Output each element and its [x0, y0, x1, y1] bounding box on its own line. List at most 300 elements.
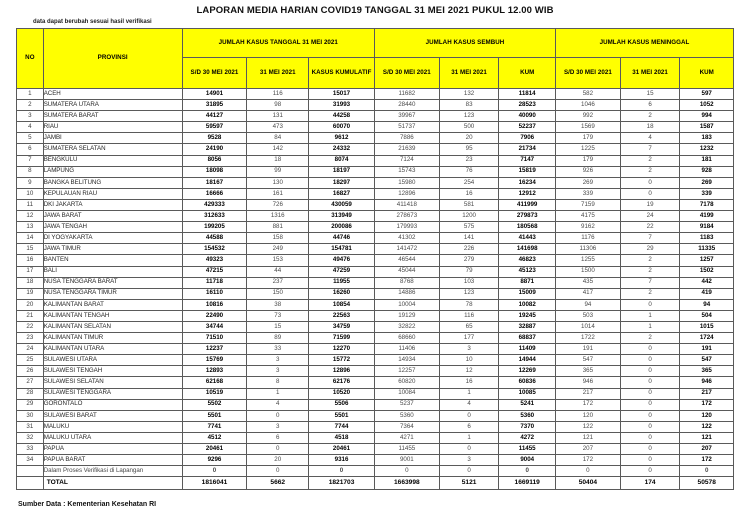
cell-kasus-sd: 9528 [182, 133, 247, 144]
row-province: DKI JAKARTA [43, 199, 182, 210]
cell-meninggal-sd: 946 [555, 377, 620, 388]
cell-meninggal-day: 15 [620, 89, 680, 100]
header-no: NO [17, 29, 44, 89]
cell-meninggal-day: 0 [620, 399, 680, 410]
cell-kasus-day: 1 [247, 388, 309, 399]
cell-sembuh-day: 581 [439, 199, 499, 210]
cell-meninggal-sd: 179 [555, 155, 620, 166]
table-row [17, 399, 734, 410]
cell-meninggal-sd: 9162 [555, 222, 620, 233]
row-province: SULAWESI TENGGARA [43, 388, 182, 399]
row-province: ACEH [43, 89, 182, 100]
cell-kasus-kumulatif: 5506 [309, 399, 375, 410]
table-row [17, 133, 734, 144]
cell-meninggal-day: 0 [620, 177, 680, 188]
cell-kasus-day: 18 [247, 155, 309, 166]
cell-meninggal-day: 0 [620, 355, 680, 366]
cell-meninggal-kum: 1015 [680, 321, 734, 332]
cell-meninggal-day: 0 [620, 344, 680, 355]
cell-kasus-sd: 24190 [182, 144, 247, 155]
cell-sembuh-sd: 1663998 [374, 477, 439, 490]
covid-data-table [16, 28, 734, 490]
cell-kasus-kumulatif: 22563 [309, 310, 375, 321]
cell-meninggal-kum: 11335 [680, 244, 734, 255]
row-number: 7 [17, 155, 44, 166]
cell-sembuh-kum: 28523 [499, 100, 556, 111]
table-row [17, 100, 734, 111]
table-row [17, 377, 734, 388]
cell-sembuh-sd: 68660 [374, 333, 439, 344]
cell-meninggal-kum: 94 [680, 299, 734, 310]
cell-meninggal-sd: 582 [555, 89, 620, 100]
cell-sembuh-kum: 10085 [499, 388, 556, 399]
cell-sembuh-kum: 7906 [499, 133, 556, 144]
table-row [17, 177, 734, 188]
cell-sembuh-day: 83 [439, 100, 499, 111]
cell-kasus-day: 3 [247, 421, 309, 432]
header-group-kasus: JUMLAH KASUS TANGGAL 31 MEI 2021 [182, 29, 374, 58]
cell-meninggal-kum: 597 [680, 89, 734, 100]
row-province: LAMPUNG [43, 166, 182, 177]
row-number: 26 [17, 366, 44, 377]
cell-sembuh-sd: 7364 [374, 421, 439, 432]
cell-sembuh-kum: 15009 [499, 288, 556, 299]
cell-meninggal-kum: 217 [680, 388, 734, 399]
cell-meninggal-kum: 547 [680, 355, 734, 366]
cell-meninggal-kum: 419 [680, 288, 734, 299]
cell-meninggal-sd: 417 [555, 288, 620, 299]
cell-sembuh-sd: 4271 [374, 432, 439, 443]
cell-kasus-sd: 16666 [182, 188, 247, 199]
cell-meninggal-sd: 547 [555, 355, 620, 366]
row-province: SULAWESI SELATAN [43, 377, 182, 388]
cell-meninggal-sd: 269 [555, 177, 620, 188]
table-row [17, 444, 734, 455]
cell-sembuh-kum: 5360 [499, 410, 556, 421]
cell-kasus-sd: 44588 [182, 233, 247, 244]
cell-meninggal-kum: 191 [680, 344, 734, 355]
header-meninggal-day: 31 MEI 2021 [620, 58, 680, 89]
table-row [17, 421, 734, 432]
cell-sembuh-day: 0 [439, 444, 499, 455]
cell-kasus-kumulatif: 44746 [309, 233, 375, 244]
cell-meninggal-sd: 1722 [555, 333, 620, 344]
row-number: 10 [17, 188, 44, 199]
cell-meninggal-kum: 4199 [680, 211, 734, 222]
cell-meninggal-day: 2 [620, 166, 680, 177]
cell-sembuh-kum: 68837 [499, 333, 556, 344]
cell-sembuh-kum: 411999 [499, 199, 556, 210]
cell-kasus-day: 20 [247, 455, 309, 466]
cell-kasus-day: 1316 [247, 211, 309, 222]
cell-kasus-kumulatif: 11955 [309, 277, 375, 288]
cell-meninggal-sd: 1176 [555, 233, 620, 244]
cell-sembuh-sd: 8768 [374, 277, 439, 288]
cell-sembuh-day: 254 [439, 177, 499, 188]
cell-meninggal-day: 1 [620, 321, 680, 332]
row-number: 2 [17, 100, 44, 111]
row-province: MALUKU [43, 421, 182, 432]
row-number: 30 [17, 410, 44, 421]
cell-kasus-sd: 71510 [182, 333, 247, 344]
cell-kasus-kumulatif: 9316 [309, 455, 375, 466]
cell-kasus-sd: 10816 [182, 299, 247, 310]
header-meninggal-sd: S/D 30 MEI 2021 [555, 58, 620, 89]
cell-meninggal-sd: 926 [555, 166, 620, 177]
cell-meninggal-day: 0 [620, 432, 680, 443]
row-number: 8 [17, 166, 44, 177]
cell-kasus-kumulatif: 154781 [309, 244, 375, 255]
cell-sembuh-kum: 21734 [499, 144, 556, 155]
cell-sembuh-kum: 60836 [499, 377, 556, 388]
cell-meninggal-kum: 994 [680, 111, 734, 122]
cell-kasus-sd: 22490 [182, 310, 247, 321]
cell-kasus-sd: 10519 [182, 388, 247, 399]
header-sembuh-sd: S/D 30 MEI 2021 [374, 58, 439, 89]
row-province: RIAU [43, 122, 182, 133]
cell-sembuh-kum: 9004 [499, 455, 556, 466]
cell-sembuh-sd: 14886 [374, 288, 439, 299]
cell-sembuh-sd: 11455 [374, 444, 439, 455]
cell-meninggal-kum: 1232 [680, 144, 734, 155]
cell-sembuh-sd: 21639 [374, 144, 439, 155]
cell-sembuh-day: 3 [439, 455, 499, 466]
table-row [17, 111, 734, 122]
table-header [17, 29, 734, 89]
cell-meninggal-sd: 1500 [555, 266, 620, 277]
cell-sembuh-sd: 15743 [374, 166, 439, 177]
cell-sembuh-sd: 7124 [374, 155, 439, 166]
cell-sembuh-kum: 8871 [499, 277, 556, 288]
cell-meninggal-sd: 1255 [555, 255, 620, 266]
row-number: 1 [17, 89, 44, 100]
cell-meninggal-sd: 172 [555, 455, 620, 466]
cell-meninggal-kum: 50578 [680, 477, 734, 490]
row-province: TOTAL [43, 477, 182, 490]
table-row [17, 355, 734, 366]
cell-meninggal-sd: 94 [555, 299, 620, 310]
row-province: SUMATERA SELATAN [43, 144, 182, 155]
cell-meninggal-day: 18 [620, 122, 680, 133]
cell-sembuh-day: 123 [439, 111, 499, 122]
header-group-meninggal: JUMLAH KASUS MENINGGAL [555, 29, 733, 58]
row-number: 27 [17, 377, 44, 388]
cell-sembuh-day: 65 [439, 321, 499, 332]
cell-kasus-kumulatif: 47259 [309, 266, 375, 277]
cell-sembuh-kum: 32887 [499, 321, 556, 332]
cell-sembuh-sd: 51737 [374, 122, 439, 133]
cell-kasus-day: 4 [247, 399, 309, 410]
row-province: BANTEN [43, 255, 182, 266]
row-province: KALIMANTAN SELATAN [43, 321, 182, 332]
cell-sembuh-kum: 0 [499, 466, 556, 477]
cell-kasus-day: 726 [247, 199, 309, 210]
cell-sembuh-kum: 12912 [499, 188, 556, 199]
cell-kasus-kumulatif: 9612 [309, 133, 375, 144]
header-kasus-day: 31 MEI 2021 [247, 58, 309, 89]
row-province: NUSA TENGGARA BARAT [43, 277, 182, 288]
table-row [17, 432, 734, 443]
header-group-sembuh: JUMLAH KASUS SEMBUH [374, 29, 555, 58]
cell-sembuh-sd: 12257 [374, 366, 439, 377]
cell-sembuh-kum: 41443 [499, 233, 556, 244]
cell-sembuh-kum: 7370 [499, 421, 556, 432]
row-province: JAWA TENGAH [43, 222, 182, 233]
cell-kasus-kumulatif: 20461 [309, 444, 375, 455]
cell-meninggal-kum: 339 [680, 188, 734, 199]
cell-sembuh-kum: 11455 [499, 444, 556, 455]
cell-kasus-kumulatif: 18297 [309, 177, 375, 188]
cell-kasus-day: 249 [247, 244, 309, 255]
cell-kasus-sd: 312633 [182, 211, 247, 222]
cell-meninggal-day: 0 [620, 421, 680, 432]
cell-kasus-kumulatif: 15017 [309, 89, 375, 100]
cell-sembuh-kum: 40090 [499, 111, 556, 122]
row-number: 33 [17, 444, 44, 455]
cell-sembuh-day: 132 [439, 89, 499, 100]
table-row [17, 410, 734, 421]
cell-sembuh-sd: 5237 [374, 399, 439, 410]
cell-meninggal-kum: 207 [680, 444, 734, 455]
cell-kasus-kumulatif: 10854 [309, 299, 375, 310]
cell-meninggal-sd: 365 [555, 366, 620, 377]
table-row [17, 122, 734, 133]
cell-meninggal-day: 0 [620, 455, 680, 466]
table-row [17, 455, 734, 466]
cell-meninggal-sd: 191 [555, 344, 620, 355]
row-number: 23 [17, 333, 44, 344]
row-number [17, 466, 44, 477]
row-number [17, 477, 44, 490]
cell-sembuh-day: 575 [439, 222, 499, 233]
row-number: 25 [17, 355, 44, 366]
table-row [17, 144, 734, 155]
cell-kasus-kumulatif: 430059 [309, 199, 375, 210]
header-meninggal-kum: KUM [680, 58, 734, 89]
cell-kasus-day: 161 [247, 188, 309, 199]
header-kasus-sd: S/D 30 MEI 2021 [182, 58, 247, 89]
cell-kasus-day: 6 [247, 432, 309, 443]
cell-sembuh-kum: 14944 [499, 355, 556, 366]
cell-sembuh-sd: 28440 [374, 100, 439, 111]
cell-kasus-sd: 7741 [182, 421, 247, 432]
cell-kasus-kumulatif: 18197 [309, 166, 375, 177]
cell-kasus-sd: 34744 [182, 321, 247, 332]
cell-sembuh-kum: 1669119 [499, 477, 556, 490]
cell-meninggal-kum: 172 [680, 399, 734, 410]
cell-kasus-sd: 4512 [182, 432, 247, 443]
row-number: 21 [17, 310, 44, 321]
cell-meninggal-day: 0 [620, 466, 680, 477]
row-number: 4 [17, 122, 44, 133]
table-row [17, 211, 734, 222]
cell-meninggal-sd: 120 [555, 410, 620, 421]
cell-meninggal-day: 2 [620, 333, 680, 344]
cell-meninggal-sd: 121 [555, 432, 620, 443]
row-number: 28 [17, 388, 44, 399]
table-row-verification [17, 466, 734, 477]
cell-meninggal-sd: 11306 [555, 244, 620, 255]
cell-sembuh-sd: 411418 [374, 199, 439, 210]
cell-meninggal-kum: 1052 [680, 100, 734, 111]
cell-meninggal-sd: 0 [555, 466, 620, 477]
page-title: LAPORAN MEDIA HARIAN COVID19 TANGGAL 31 MEI 2021 PUKUL 12.00 WIB [196, 5, 554, 16]
cell-kasus-day: 98 [247, 100, 309, 111]
cell-meninggal-day: 2 [620, 111, 680, 122]
cell-sembuh-day: 20 [439, 133, 499, 144]
table-row [17, 288, 734, 299]
cell-meninggal-day: 174 [620, 477, 680, 490]
cell-sembuh-day: 79 [439, 266, 499, 277]
cell-sembuh-day: 3 [439, 344, 499, 355]
cell-meninggal-day: 0 [620, 388, 680, 399]
cell-sembuh-kum: 12269 [499, 366, 556, 377]
cell-sembuh-day: 23 [439, 155, 499, 166]
cell-sembuh-kum: 5241 [499, 399, 556, 410]
cell-sembuh-kum: 11814 [499, 89, 556, 100]
cell-kasus-sd: 49323 [182, 255, 247, 266]
cell-meninggal-day: 0 [620, 366, 680, 377]
cell-sembuh-day: 1 [439, 432, 499, 443]
row-province: BALI [43, 266, 182, 277]
cell-kasus-kumulatif: 71599 [309, 333, 375, 344]
cell-sembuh-sd: 32822 [374, 321, 439, 332]
row-number: 15 [17, 244, 44, 255]
cell-kasus-sd: 199205 [182, 222, 247, 233]
cell-sembuh-sd: 39967 [374, 111, 439, 122]
table-row [17, 266, 734, 277]
cell-meninggal-sd: 1046 [555, 100, 620, 111]
cell-sembuh-kum: 11409 [499, 344, 556, 355]
cell-meninggal-day: 0 [620, 299, 680, 310]
row-province: PAPUA [43, 444, 182, 455]
header-kasus-kumulatif: KASUS KUMULATIF [309, 58, 375, 89]
cell-meninggal-sd: 1014 [555, 321, 620, 332]
cell-kasus-sd: 429333 [182, 199, 247, 210]
verification-note: data dapat berubah sesuai hasil verifikasi [33, 19, 152, 25]
cell-meninggal-kum: 946 [680, 377, 734, 388]
cell-kasus-kumulatif: 16827 [309, 188, 375, 199]
cell-kasus-sd: 62168 [182, 377, 247, 388]
cell-sembuh-day: 123 [439, 288, 499, 299]
cell-meninggal-kum: 269 [680, 177, 734, 188]
row-province: Dalam Proses Verifikasi di Lapangan [43, 466, 182, 477]
table-row [17, 155, 734, 166]
cell-kasus-sd: 18098 [182, 166, 247, 177]
cell-meninggal-day: 2 [620, 255, 680, 266]
cell-kasus-sd: 44127 [182, 111, 247, 122]
cell-meninggal-sd: 172 [555, 399, 620, 410]
cell-meninggal-day: 0 [620, 410, 680, 421]
row-number: 12 [17, 211, 44, 222]
cell-kasus-sd: 8056 [182, 155, 247, 166]
row-province: PAPUA BARAT [43, 455, 182, 466]
cell-kasus-kumulatif: 313949 [309, 211, 375, 222]
cell-kasus-day: 158 [247, 233, 309, 244]
table-row [17, 344, 734, 355]
cell-meninggal-kum: 504 [680, 310, 734, 321]
cell-meninggal-day: 22 [620, 222, 680, 233]
cell-meninggal-sd: 7159 [555, 199, 620, 210]
row-number: 29 [17, 399, 44, 410]
cell-kasus-sd: 5502 [182, 399, 247, 410]
cell-meninggal-kum: 7178 [680, 199, 734, 210]
cell-kasus-kumulatif: 0 [309, 466, 375, 477]
cell-kasus-day: 84 [247, 133, 309, 144]
row-number: 18 [17, 277, 44, 288]
cell-kasus-sd: 5501 [182, 410, 247, 421]
cell-sembuh-day: 5121 [439, 477, 499, 490]
table-row [17, 310, 734, 321]
cell-meninggal-kum: 183 [680, 133, 734, 144]
cell-kasus-day: 0 [247, 466, 309, 477]
row-province: DI YOGYAKARTA [43, 233, 182, 244]
cell-kasus-day: 150 [247, 288, 309, 299]
row-province: BENGKULU [43, 155, 182, 166]
cell-sembuh-kum: 180568 [499, 222, 556, 233]
cell-meninggal-sd: 992 [555, 111, 620, 122]
cell-sembuh-sd: 278673 [374, 211, 439, 222]
table-row [17, 166, 734, 177]
cell-kasus-day: 116 [247, 89, 309, 100]
cell-meninggal-sd: 503 [555, 310, 620, 321]
cell-meninggal-sd: 217 [555, 388, 620, 399]
cell-sembuh-day: 141 [439, 233, 499, 244]
cell-kasus-day: 3 [247, 366, 309, 377]
cell-sembuh-sd: 9001 [374, 455, 439, 466]
cell-kasus-sd: 31895 [182, 100, 247, 111]
row-province: SULAWESI TENGAH [43, 366, 182, 377]
cell-sembuh-day: 10 [439, 355, 499, 366]
cell-sembuh-day: 1200 [439, 211, 499, 222]
cell-kasus-kumulatif: 31993 [309, 100, 375, 111]
row-province: SULAWESI UTARA [43, 355, 182, 366]
table-row [17, 233, 734, 244]
cell-meninggal-kum: 928 [680, 166, 734, 177]
cell-meninggal-kum: 1587 [680, 122, 734, 133]
row-province: KALIMANTAN UTARA [43, 344, 182, 355]
cell-kasus-kumulatif: 34759 [309, 321, 375, 332]
cell-kasus-sd: 154532 [182, 244, 247, 255]
header-sembuh-day: 31 MEI 2021 [439, 58, 499, 89]
table-row [17, 333, 734, 344]
cell-kasus-sd: 9296 [182, 455, 247, 466]
table-row [17, 222, 734, 233]
cell-kasus-day: 15 [247, 321, 309, 332]
cell-kasus-sd: 11718 [182, 277, 247, 288]
cell-sembuh-day: 95 [439, 144, 499, 155]
row-number: 22 [17, 321, 44, 332]
table-row [17, 277, 734, 288]
row-number: 34 [17, 455, 44, 466]
cell-kasus-day: 8 [247, 377, 309, 388]
cell-kasus-kumulatif: 7744 [309, 421, 375, 432]
cell-kasus-day: 33 [247, 344, 309, 355]
cell-meninggal-kum: 121 [680, 432, 734, 443]
cell-sembuh-sd: 141472 [374, 244, 439, 255]
row-number: 24 [17, 344, 44, 355]
cell-kasus-day: 881 [247, 222, 309, 233]
row-number: 32 [17, 432, 44, 443]
cell-kasus-sd: 1816041 [182, 477, 247, 490]
cell-sembuh-sd: 14934 [374, 355, 439, 366]
cell-kasus-day: 131 [247, 111, 309, 122]
cell-kasus-kumulatif: 60070 [309, 122, 375, 133]
row-number: 17 [17, 266, 44, 277]
cell-meninggal-sd: 1569 [555, 122, 620, 133]
cell-meninggal-day: 0 [620, 444, 680, 455]
cell-kasus-kumulatif: 1821703 [309, 477, 375, 490]
